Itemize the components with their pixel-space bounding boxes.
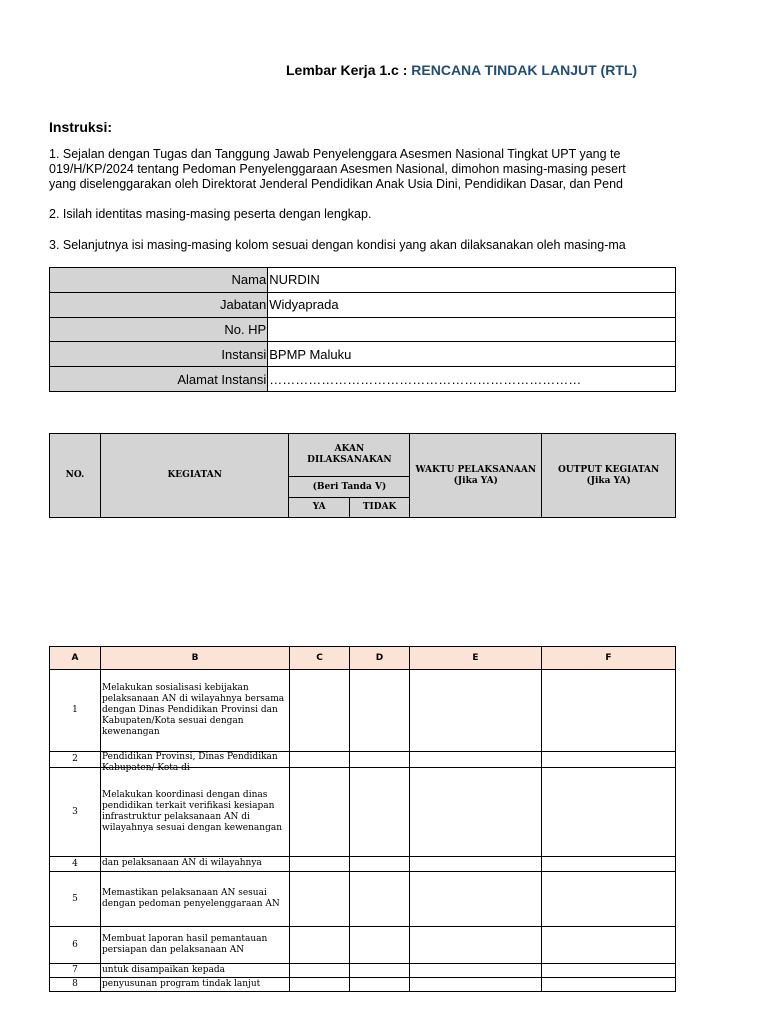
header-no: NO. [50, 434, 101, 518]
cell-ya[interactable] [290, 857, 350, 872]
cell-output[interactable] [542, 964, 676, 978]
row-number: 4 [50, 857, 101, 872]
header-output-line-1: OUTPUT KEGIATAN [557, 464, 660, 475]
identity-label: Alamat Instansi [50, 367, 268, 392]
row-number: 1 [50, 670, 101, 752]
rtl-main-table [49, 646, 676, 992]
cell-output[interactable] [542, 768, 676, 857]
row-number: 7 [50, 964, 101, 978]
header-akan-dilaksanakan [289, 434, 410, 477]
cell-tidak[interactable] [350, 964, 410, 978]
table-row [50, 857, 676, 872]
identity-label: No. HP [50, 317, 268, 342]
table-row [50, 768, 676, 857]
cell-output[interactable] [542, 978, 676, 992]
cell-tidak[interactable] [350, 978, 410, 992]
cell-waktu[interactable] [410, 927, 542, 964]
cell-tidak[interactable] [350, 872, 410, 927]
cell-waktu[interactable] [410, 872, 542, 927]
header-beri-tanda: (Beri Tanda V) [289, 477, 410, 498]
table-row [50, 978, 676, 992]
column-d: D [350, 647, 410, 670]
cell-tidak[interactable] [350, 927, 410, 964]
instruction-1-line-1: 1. Sejalan dengan Tugas dan Tanggung Jawab Penyelenggara Asesmen Nasional Tingkat UPT yang te [49, 147, 621, 161]
cell-output[interactable] [542, 872, 676, 927]
row-kegiatan-text: penyusunan program tindak lanjut [102, 978, 261, 989]
row-kegiatan-text: Pendidikan Provinsi, Dinas Pendidikan Kabupaten/ Kota di [102, 752, 278, 773]
identity-row [50, 342, 676, 367]
identity-value-alamat[interactable]: ……………………………………………………………… [268, 367, 676, 392]
identity-label: Nama [50, 268, 268, 293]
cell-ya[interactable] [290, 964, 350, 978]
identity-value-jabatan[interactable]: Widyaprada [268, 292, 676, 317]
column-b: B [101, 647, 290, 670]
identity-label: Jabatan [50, 292, 268, 317]
header-output-line-2: (Jika YA) [586, 475, 631, 486]
table-row [50, 927, 676, 964]
table-row [50, 670, 676, 752]
identity-label: Instansi [50, 342, 268, 367]
table-row [50, 872, 676, 927]
instructions-heading: Instruksi: [49, 119, 113, 135]
row-kegiatan: Membuat laporan hasil pemantauan persiapan dan pelaksanaan AN [101, 927, 290, 964]
cell-tidak[interactable] [350, 768, 410, 857]
identity-table [49, 267, 676, 392]
row-kegiatan [101, 752, 290, 773]
cell-waktu[interactable] [410, 964, 542, 978]
row-number: 5 [50, 872, 101, 927]
title-prefix: Lembar Kerja 1.c : [286, 62, 412, 78]
cell-waktu[interactable] [410, 857, 542, 872]
cell-tidak[interactable] [350, 857, 410, 872]
row-kegiatan [101, 964, 290, 978]
cell-ya[interactable] [290, 752, 350, 768]
identity-value-instansi[interactable]: BPMP Maluku [268, 342, 676, 367]
row-kegiatan: Melakukan koordinasi dengan dinas pendidikan terkait verifikasi kesiapan infrastruktur pelaksanaan AN di wilayahnya sesuai dengan kewenangan [101, 768, 290, 857]
header-kegiatan: KEGIATAN [100, 434, 289, 518]
cell-waktu[interactable] [410, 768, 542, 857]
instruction-3: 3. Selanjutnya isi masing-masing kolom sesuai dengan kondisi yang akan dilaksanakan oleh masing-ma [49, 238, 626, 252]
cell-ya[interactable] [290, 927, 350, 964]
identity-row [50, 292, 676, 317]
column-letter-row [50, 647, 676, 670]
identity-row [50, 268, 676, 293]
cell-waktu[interactable] [410, 978, 542, 992]
identity-row [50, 317, 676, 342]
row-kegiatan-text: untuk disampaikan kepada [102, 964, 225, 975]
page-title [286, 62, 637, 78]
cell-ya[interactable] [290, 872, 350, 927]
row-kegiatan [101, 978, 290, 992]
cell-ya[interactable] [290, 768, 350, 857]
cell-waktu[interactable] [410, 752, 542, 768]
header-waktu [410, 434, 542, 518]
cell-waktu[interactable] [410, 670, 542, 752]
cell-tidak[interactable] [350, 670, 410, 752]
title-accent: RENCANA TINDAK LANJUT (RTL) [411, 62, 638, 78]
row-kegiatan-text: dan pelaksanaan AN di wilayahnya [102, 857, 262, 868]
column-f: F [542, 647, 676, 670]
column-a: A [50, 647, 101, 670]
header-akan-line-2: DILAKSANAKAN [307, 455, 392, 465]
column-c: C [290, 647, 350, 670]
row-kegiatan [101, 857, 290, 872]
rtl-header-table [49, 433, 676, 518]
header-tidak: TIDAK [349, 498, 409, 518]
row-kegiatan: Memastikan pelaksanaan AN sesuai dengan pedoman penyelenggaraan AN [101, 872, 290, 927]
cell-output[interactable] [542, 857, 676, 872]
identity-row [50, 367, 676, 392]
instruction-1-line-2: 019/H/KP/2024 tentang Pedoman Penyelenggaraan Asesmen Nasional, dimohon masing-masing pesert [49, 162, 626, 176]
instruction-1-line-3: yang diselenggarakan oleh Direktorat Jenderal Pendidikan Anak Usia Dini, Pendidikan Dasar, dan Pend [49, 177, 623, 191]
header-output [542, 434, 676, 518]
identity-value-no-hp[interactable] [268, 317, 676, 342]
header-waktu-line-1: WAKTU PELAKSANAAN [415, 464, 537, 475]
cell-ya[interactable] [290, 670, 350, 752]
cell-ya[interactable] [290, 978, 350, 992]
row-number: 2 [50, 752, 101, 768]
header-waktu-line-2: (Jika YA) [453, 475, 498, 486]
row-number: 6 [50, 927, 101, 964]
header-ya: YA [289, 498, 349, 518]
cell-output[interactable] [542, 670, 676, 752]
identity-value-nama[interactable]: NURDIN [268, 268, 676, 293]
cell-output[interactable] [542, 752, 676, 768]
table-row [50, 752, 676, 768]
row-number: 3 [50, 768, 101, 857]
cell-output[interactable] [542, 927, 676, 964]
header-akan-line-1: AKAN [334, 444, 365, 454]
table-row [50, 964, 676, 978]
column-e: E [410, 647, 542, 670]
instruction-2: 2. Isilah identitas masing-masing peserta dengan lengkap. [49, 207, 372, 221]
row-kegiatan: Melakukan sosialisasi kebijakan pelaksanaan AN di wilayahnya bersama dengan Dinas Pendidikan Provinsi dan Kabupaten/Kota sesuai dengan kewenangan [101, 670, 290, 752]
row-number: 8 [50, 978, 101, 992]
cell-tidak[interactable] [350, 752, 410, 768]
